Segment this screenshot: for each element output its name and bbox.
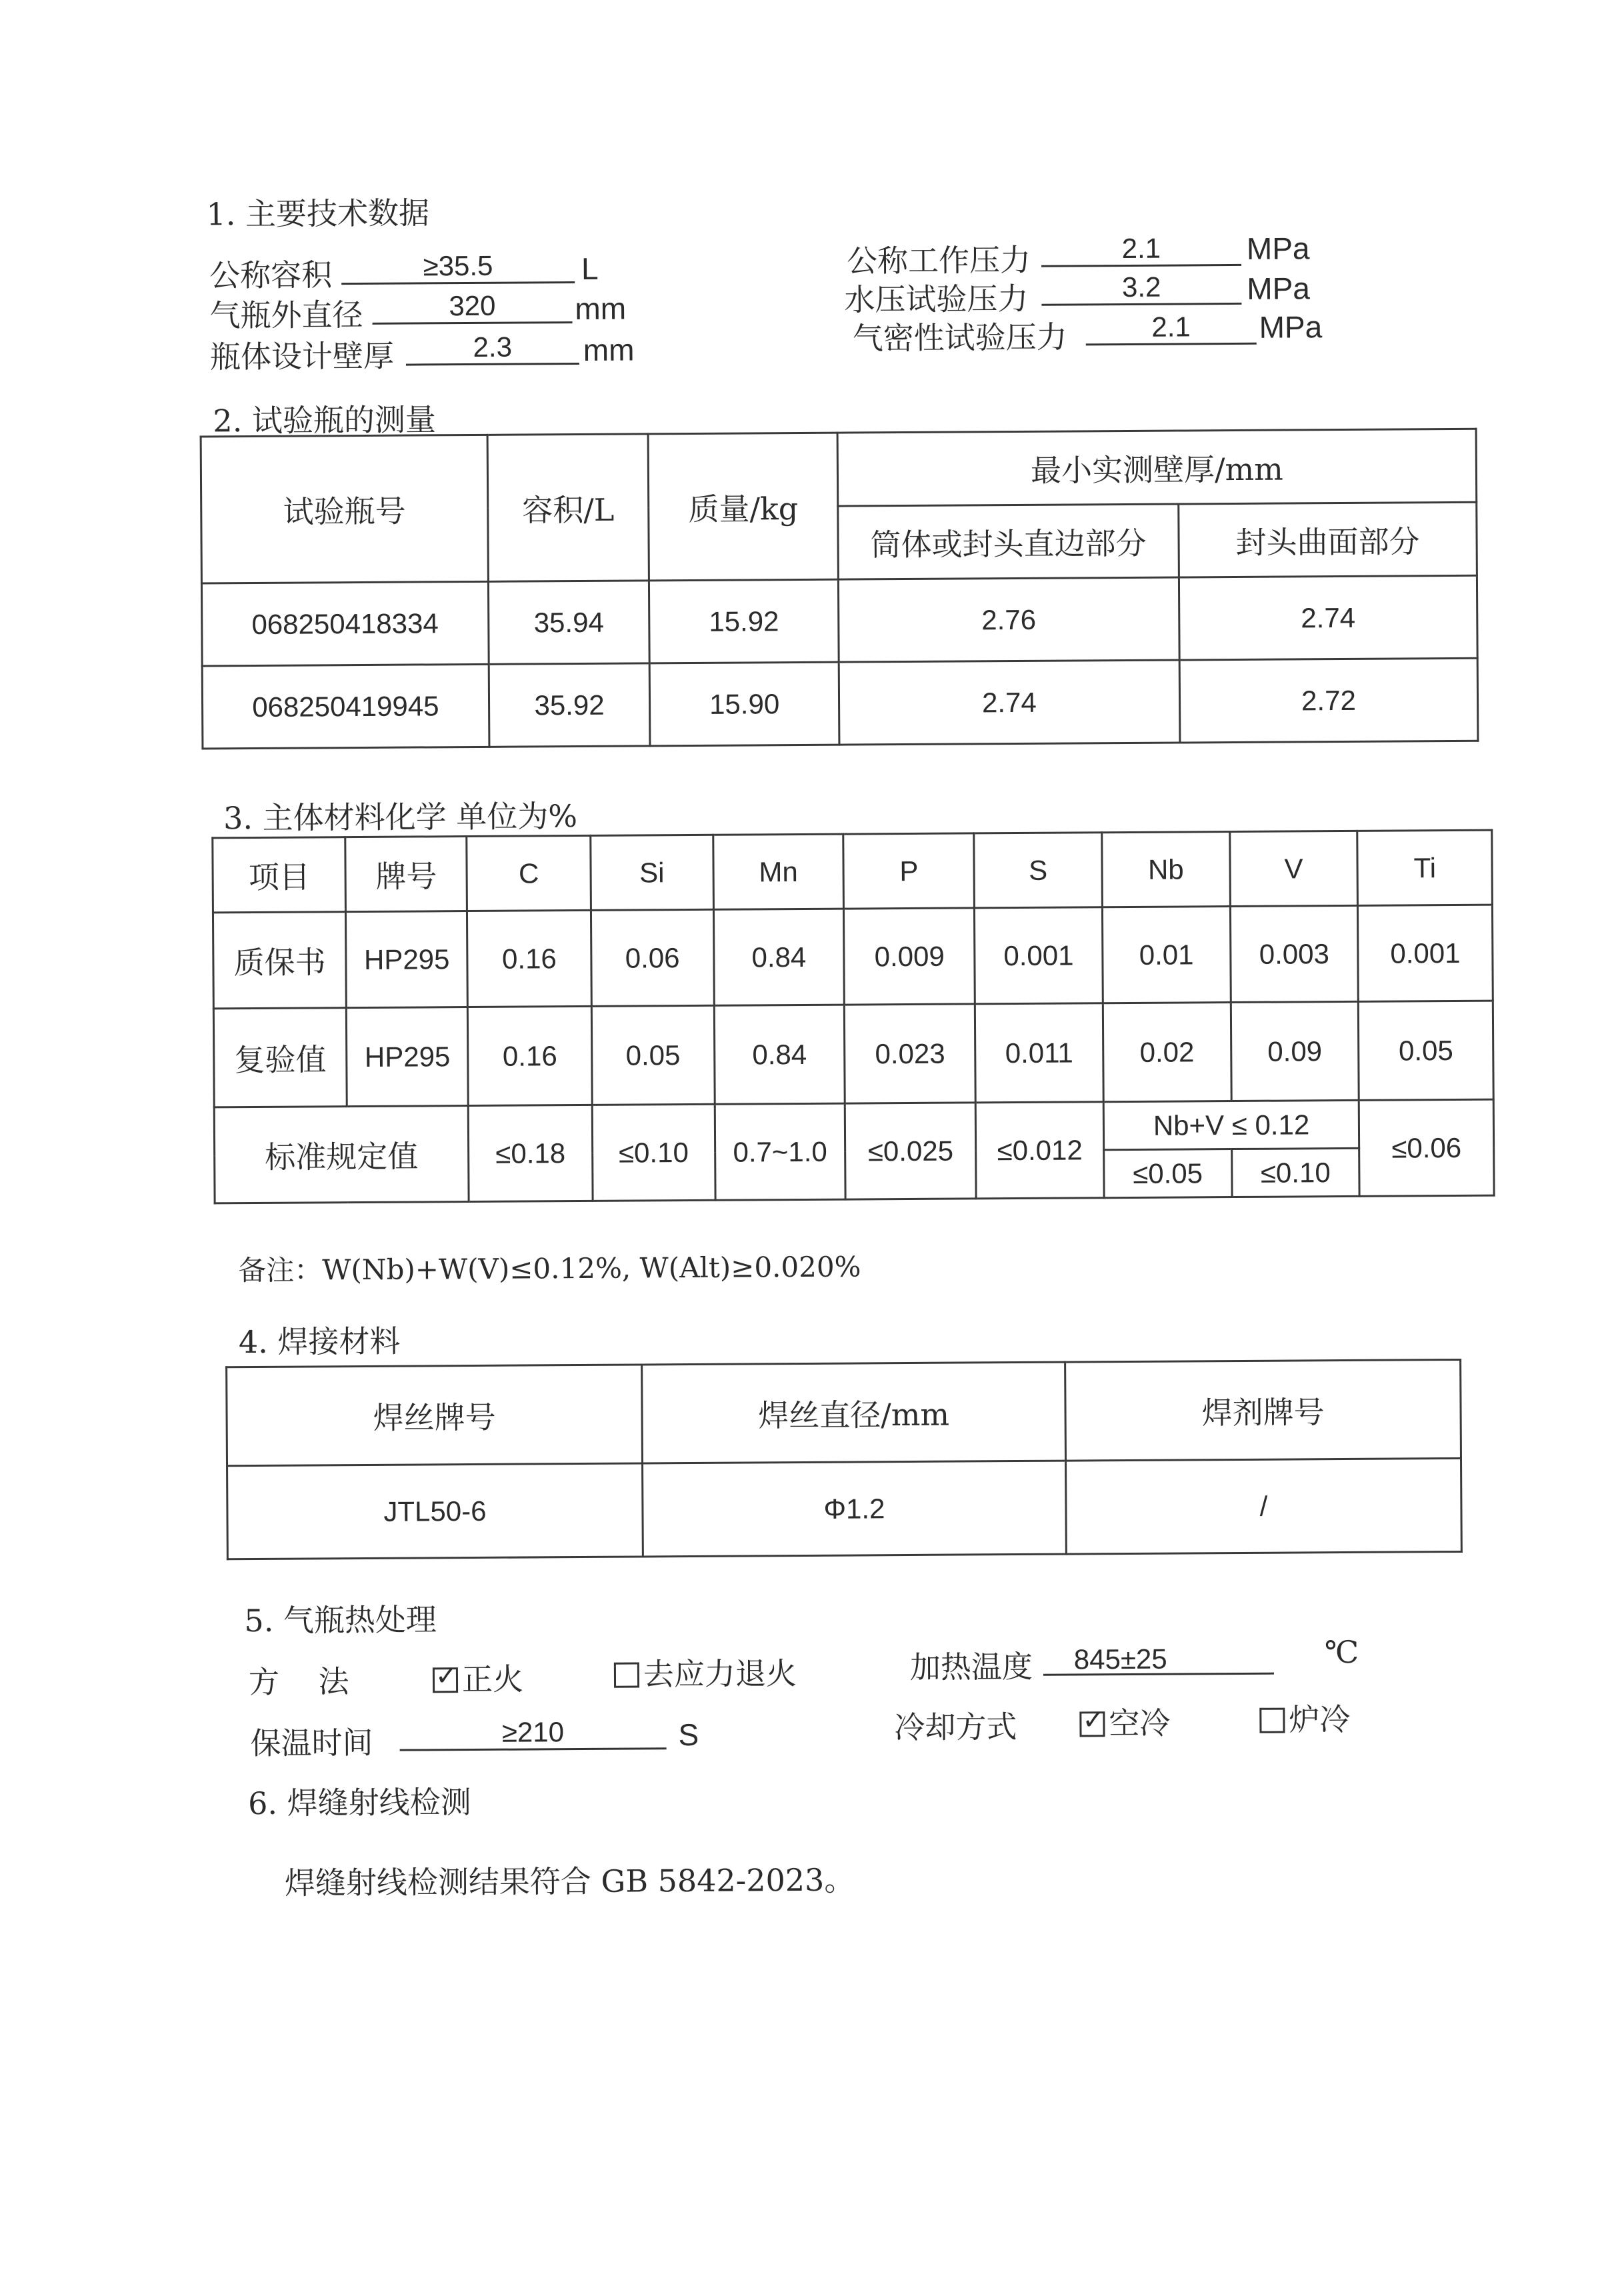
heating-temp-unit: ℃: [1324, 1633, 1359, 1671]
standard-nb-v-sum: Nb+V ≤ 0.12: [1103, 1100, 1359, 1149]
wall-label: 瓶体设计壁厚: [209, 337, 395, 375]
standard-si: ≤0.10: [592, 1104, 715, 1201]
standard-nb: ≤0.05: [1104, 1149, 1232, 1198]
checkbox-normalize[interactable]: [433, 1661, 458, 1693]
cell-mass: 15.92: [649, 579, 839, 663]
cell-ti: 0.05: [1359, 1001, 1494, 1100]
tightness-pressure-label: 气密性试验压力: [852, 319, 1067, 357]
cell-grade: HP295: [347, 1007, 469, 1107]
work-pressure-unit: MPa: [1246, 231, 1310, 266]
option-air-cool-label: 空冷: [1109, 1705, 1171, 1742]
checkbox-stress-relief[interactable]: [614, 1662, 639, 1687]
cell-volume: 35.94: [488, 581, 649, 664]
table-row: [227, 1458, 1462, 1559]
header-mass: 质量/kg: [648, 433, 838, 581]
checkbox-furnace-cool[interactable]: [1259, 1708, 1285, 1733]
cell-item: 复验值: [213, 1008, 347, 1107]
header-v: V: [1229, 831, 1357, 906]
chemistry-header-row: [213, 830, 1493, 913]
cell-p: 0.009: [844, 908, 975, 1005]
header-volume: 容积/L: [487, 434, 649, 581]
cell-c: 0.16: [467, 910, 592, 1007]
section-1-title: 1. 主要技术数据: [206, 195, 430, 233]
header-bottle-no: 试验瓶号: [201, 435, 488, 583]
cell-nb: 0.01: [1102, 907, 1231, 1003]
cell-v: 0.003: [1230, 905, 1359, 1002]
cell-curved: 2.72: [1179, 658, 1478, 743]
section-2-title: 2. 试验瓶的测量: [213, 401, 437, 439]
cell-bottle-no: 068250419945: [202, 664, 489, 749]
cell-straight: 2.76: [838, 577, 1179, 662]
checkbox-air-cool[interactable]: [1079, 1705, 1105, 1737]
standard-label: 标准规定值: [214, 1106, 469, 1203]
cell-mn: 0.84: [713, 909, 845, 1005]
work-pressure-label: 公称工作压力: [846, 241, 1031, 279]
cell-wire-diameter: Φ1.2: [643, 1461, 1067, 1557]
tightness-pressure-value: 2.1: [1085, 311, 1256, 346]
cell-v: 0.09: [1231, 1001, 1359, 1101]
standard-c: ≤0.18: [468, 1105, 593, 1201]
table-row: [213, 1001, 1493, 1107]
section-5-title: 5. 气瓶热处理: [244, 1601, 437, 1639]
cell-s: 0.011: [975, 1003, 1103, 1103]
radiography-result: 焊缝射线检测结果符合 GB 5842-2023。: [284, 1861, 855, 1901]
heating-temp-label: 加热温度: [909, 1648, 1033, 1686]
cell-flux-grade: /: [1066, 1458, 1462, 1554]
diameter-label: 气瓶外直径: [209, 296, 363, 334]
section-4-title: 4. 焊接材料: [238, 1323, 401, 1361]
holding-time-unit: S: [678, 1717, 699, 1753]
section-3-title: 3. 主体材料化学 单位为%: [223, 798, 578, 837]
cell-s: 0.001: [975, 907, 1103, 1004]
standard-v: ≤0.10: [1231, 1148, 1359, 1197]
table-row: [202, 658, 1478, 749]
cell-straight: 2.74: [839, 660, 1180, 745]
cell-bottle-no: 068250418334: [201, 581, 488, 666]
wall-unit: mm: [583, 332, 635, 367]
option-furnace-cool-label: 炉冷: [1289, 1701, 1351, 1738]
option-stress-relief: [614, 1649, 797, 1695]
header-ti: Ti: [1357, 830, 1492, 905]
chemistry-table: [211, 829, 1495, 1205]
header-wire-grade: 焊丝牌号: [227, 1365, 643, 1466]
cell-volume: 35.92: [489, 663, 650, 747]
heating-temp-value: 845±25: [1043, 1643, 1274, 1676]
diameter-value: 320: [372, 289, 572, 325]
volume-label: 公称容积: [209, 257, 333, 294]
header-c: C: [467, 835, 591, 911]
chemistry-note: 备注：W(Nb)+W(V)≤0.12%, W(Alt)≥0.020%: [238, 1250, 861, 1287]
option-furnace-cool: [1259, 1695, 1350, 1740]
cooling-method-label: 冷却方式: [894, 1709, 1017, 1746]
cell-mass: 15.90: [650, 662, 839, 746]
header-curved-part: 封头曲面部分: [1179, 502, 1477, 577]
header-grade: 牌号: [345, 837, 467, 912]
option-normalize: [433, 1655, 523, 1700]
method-label: 方 法: [248, 1663, 349, 1701]
table-row: [201, 575, 1477, 666]
header-flux-grade: 焊剂牌号: [1065, 1359, 1461, 1461]
cell-mn: 0.84: [714, 1005, 845, 1104]
header-si: Si: [591, 835, 713, 910]
header-wire-diameter: 焊丝直径/mm: [642, 1362, 1066, 1463]
volume-value: ≥35.5: [341, 249, 575, 285]
cell-item: 质保书: [213, 912, 346, 1009]
cell-si: 0.06: [591, 909, 714, 1006]
cell-nb: 0.02: [1103, 1003, 1231, 1102]
work-pressure-value: 2.1: [1041, 232, 1241, 267]
hydro-pressure-unit: MPa: [1247, 271, 1311, 306]
header-straight-part: 筒体或封头直边部分: [838, 504, 1179, 579]
standard-p: ≤0.025: [845, 1103, 977, 1199]
table-row: [213, 905, 1493, 1009]
standard-mn: 0.7~1.0: [715, 1103, 846, 1200]
standard-ti: ≤0.06: [1359, 1099, 1494, 1196]
holding-time-label: 保温时间: [250, 1724, 373, 1762]
check-icon: ✓: [435, 1661, 458, 1692]
header-s: S: [974, 833, 1102, 908]
tightness-pressure-unit: MPa: [1259, 309, 1323, 345]
welding-material-table: [225, 1359, 1463, 1560]
option-normalize-label: 正火: [461, 1661, 524, 1698]
standard-s: ≤0.012: [975, 1102, 1104, 1199]
option-air-cool: [1079, 1699, 1170, 1744]
header-nb: Nb: [1102, 832, 1230, 907]
check-icon: ✓: [1082, 1705, 1105, 1736]
header-min-wall: 最小实测壁厚/mm: [837, 429, 1477, 506]
cell-wire-grade: JTL50-6: [227, 1463, 643, 1559]
diameter-unit: mm: [575, 291, 627, 327]
header-mn: Mn: [713, 834, 843, 909]
volume-unit: L: [581, 251, 599, 286]
cell-grade: HP295: [346, 911, 468, 1008]
header-p: P: [843, 833, 974, 909]
hydro-pressure-value: 3.2: [1041, 271, 1241, 306]
cell-c: 0.16: [468, 1006, 593, 1105]
cell-ti: 0.001: [1358, 905, 1493, 1001]
header-item: 项目: [213, 837, 346, 913]
cell-si: 0.05: [591, 1005, 715, 1105]
cell-p: 0.023: [845, 1004, 976, 1103]
cell-curved: 2.74: [1179, 575, 1477, 660]
wall-value: 2.3: [406, 331, 579, 366]
hydro-pressure-label: 水压试验压力: [844, 280, 1029, 318]
section-6-title: 6. 焊缝射线检测: [247, 1784, 471, 1822]
bottle-measurement-table: [200, 428, 1479, 750]
option-stress-relief-label: 去应力退火: [643, 1655, 797, 1693]
standard-row: [214, 1099, 1493, 1155]
holding-time-value: ≥210: [399, 1715, 666, 1751]
